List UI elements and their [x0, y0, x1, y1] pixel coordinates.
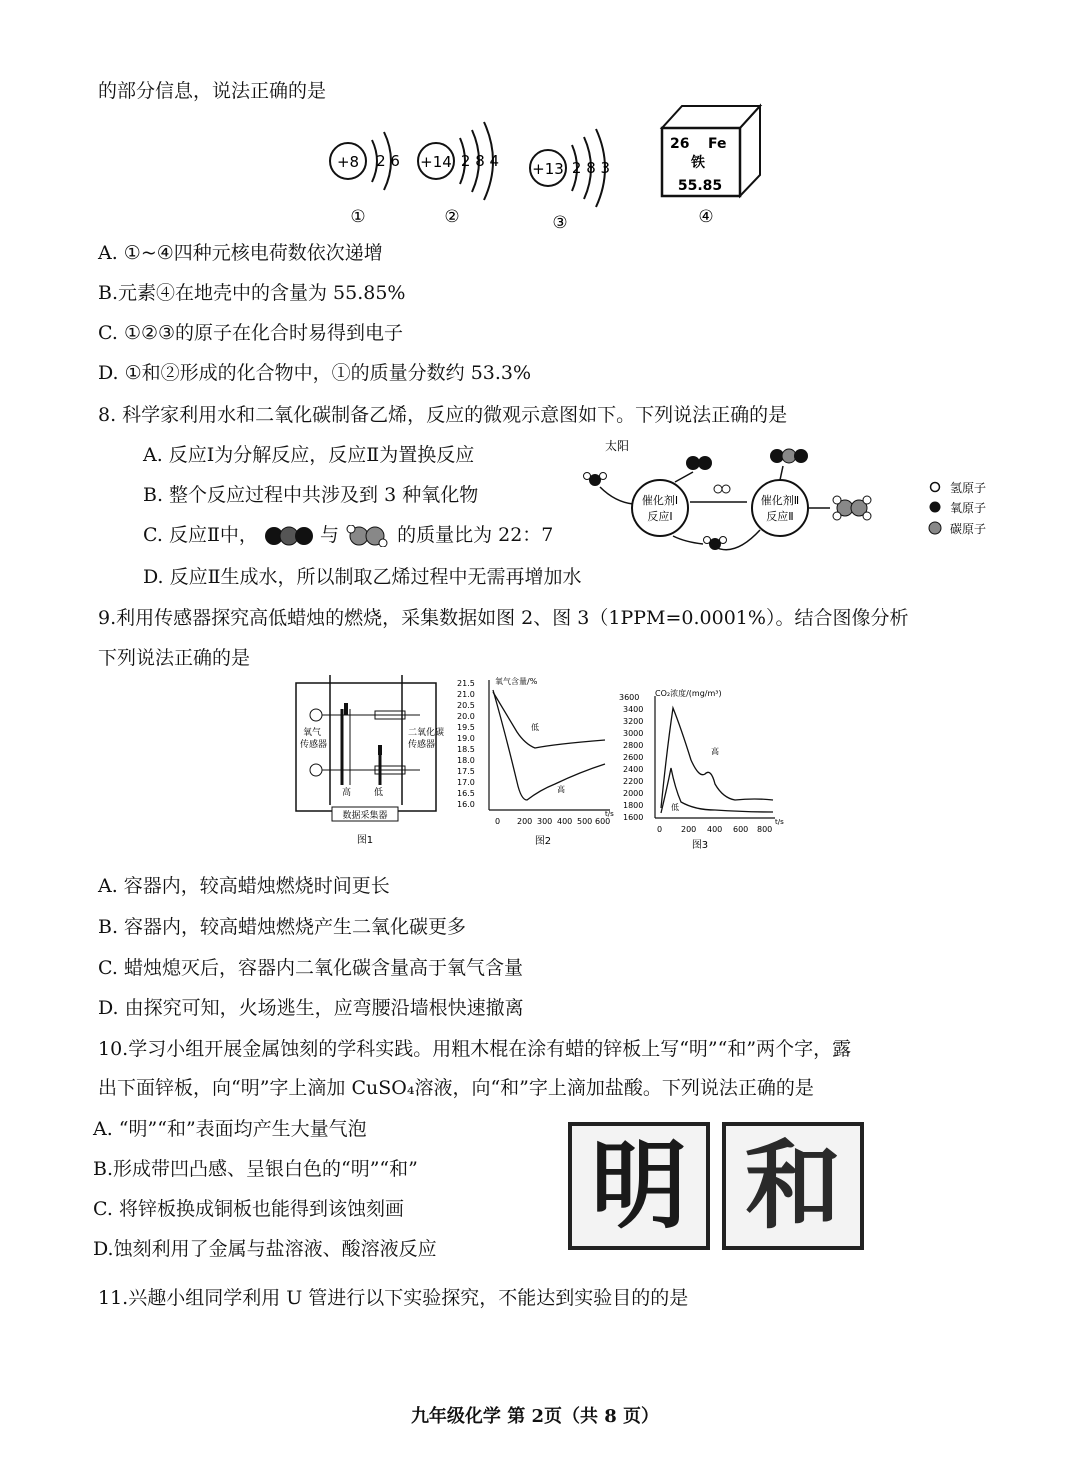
- q7-option-a: A. ①~④四种元核电荷数依次递增: [98, 242, 383, 264]
- q7-option-c: C. ①②③的原子在化合时易得到电子: [98, 322, 404, 344]
- fig3-xticks: [657, 818, 784, 834]
- fig2-label-low: 低: [531, 723, 539, 732]
- fig2-xtick: 400: [557, 817, 573, 826]
- fig2-ytick: 16.5: [457, 789, 475, 798]
- fig1-left-sensor-2: 传感器: [300, 740, 328, 750]
- fig3-ytick: 3400: [623, 705, 644, 714]
- q9-option-b: B. 容器内，较高蜡烛燃烧产生二氧化碳更多: [98, 916, 467, 938]
- fig2-xunit: t/s: [605, 810, 614, 818]
- fig1-mark-low: 低: [374, 788, 384, 798]
- catalyst-2-circle: [752, 480, 808, 536]
- sun-label: 太阳: [605, 439, 630, 453]
- etched-he-char: 和: [745, 1129, 841, 1242]
- atom-2-label: ②: [444, 207, 460, 227]
- q8-stem: 8. 科学家利用水和二氧化碳制备乙烯，反应的微观示意图如下。下列说法正确的是: [98, 404, 788, 426]
- catalyst-2-label: 催化剂Ⅱ: [760, 494, 800, 507]
- page-footer: 九年级化学 第 2页（共 8 页）: [410, 1406, 660, 1427]
- fig1-mark-high: 高: [342, 788, 352, 798]
- q10-stem-2: 出下面锌板，向“明”字上滴加 CuSO₄溶液，向“和”字上滴加盐酸。下列说法正确的是: [98, 1077, 814, 1099]
- fig3-ytick: 3000: [623, 729, 644, 738]
- legend-carbon: 碳原子: [950, 522, 987, 536]
- element-symbol: Fe: [708, 136, 727, 152]
- q9-option-d: D. 由探究可知，火场逃生，应弯腰沿墙根快速撤离: [98, 997, 524, 1019]
- legend-oxygen: 氧原子: [950, 501, 987, 515]
- atom-2-nucleus: +14: [420, 153, 452, 171]
- fig2-ytick: 20.5: [457, 701, 475, 710]
- fig3-xtick: 800: [757, 825, 773, 834]
- atom-1-label: ①: [350, 207, 366, 227]
- fig3-ytick: 2600: [623, 753, 644, 762]
- atom-3-nucleus: +13: [532, 160, 564, 178]
- fig3-label-low: 低: [671, 803, 679, 812]
- fig3-ytick: 2400: [623, 765, 644, 774]
- fig2-xtick: 300: [537, 817, 553, 826]
- fig1-right-sensor-2: 传感器: [408, 740, 436, 750]
- atom-3: [530, 129, 610, 233]
- q7-intro: 的部分信息，说法正确的是: [98, 80, 327, 102]
- fig2-ytick: 19.5: [457, 723, 475, 732]
- legend-hydrogen-icon: [931, 483, 940, 492]
- q9-option-c: C. 蜡烛熄灭后，容器内二氧化碳含量高于氧气含量: [98, 957, 523, 979]
- fig2-ytick: 16.0: [457, 800, 475, 809]
- fig3-caption: 图3: [691, 840, 709, 851]
- legend-carbon-icon: [929, 522, 941, 534]
- etched-he-image: [722, 1122, 864, 1250]
- fig2-ytick: 17.0: [457, 778, 475, 787]
- atom-1-nucleus: +8: [336, 153, 360, 171]
- q8-reaction-diagram: [575, 432, 1015, 562]
- element-mass: 55.85: [677, 178, 723, 194]
- fig3-xtick: 0: [657, 825, 663, 834]
- q9-fig2: [455, 672, 615, 847]
- fig2-ytick: 18.0: [457, 756, 475, 765]
- catalyst-1-circle: [632, 480, 688, 536]
- fig3-xunit: t/s: [775, 818, 784, 826]
- fig3-ylabel: CO₂浓度/(mg/m³): [655, 689, 722, 698]
- fig1-collector: 数据采集器: [342, 811, 388, 821]
- atom-3-shells: 2 8 3: [571, 159, 611, 177]
- fig3-ytick: 1800: [623, 801, 644, 810]
- fig2-xticks: [495, 810, 614, 826]
- q9-fig3: [615, 688, 790, 863]
- q10-option-a: A. “明”“和”表面均产生大量气泡: [93, 1118, 367, 1140]
- q8-option-c-mid: 与: [319, 524, 339, 546]
- fig3-ytick: 2000: [623, 789, 644, 798]
- fig3-xtick: 600: [733, 825, 749, 834]
- fig3-ytick: 2200: [623, 777, 644, 786]
- fig2-yticks: [457, 679, 475, 809]
- fig2-xtick: 0: [495, 817, 501, 826]
- legend-hydrogen: 氢原子: [950, 481, 987, 495]
- fig2-line-low: [493, 692, 605, 748]
- atom-1: [330, 132, 400, 227]
- fig2-xtick: 200: [517, 817, 533, 826]
- atom-2-shells: 2 8 4: [460, 152, 500, 170]
- fig2-ytick: 21.0: [457, 690, 475, 699]
- etched-ming-image: [568, 1122, 710, 1250]
- fig3-yticks: [619, 693, 643, 822]
- fig2-xtick: 500: [577, 817, 593, 826]
- atom-3-label: ③: [552, 213, 568, 233]
- reaction-1-label: 反应Ⅰ: [647, 510, 673, 523]
- fig3-xtick: 200: [681, 825, 697, 834]
- atom-2: [418, 122, 499, 227]
- fig3-ytick: 1600: [623, 813, 644, 822]
- reaction-2-label: 反应Ⅱ: [766, 510, 794, 523]
- q10-stem-1: 10.学习小组开展金属蚀刻的学科实践。用粗木棍在涂有蜡的锌板上写“明”“和”两个字，露: [98, 1038, 852, 1060]
- fig2-ytick: 20.0: [457, 712, 475, 721]
- q7-option-b: B.元素④在地壳中的含量为 55.85%: [98, 282, 406, 304]
- fig2-ytick: 18.5: [457, 745, 475, 754]
- q9-option-a: A. 容器内，较高蜡烛燃烧时间更长: [98, 875, 390, 897]
- legend-oxygen-icon: [930, 502, 941, 513]
- fig1-caption: 图1: [356, 835, 374, 846]
- fig2-ytick: 21.5: [457, 679, 475, 688]
- catalyst-1-label: 催化剂Ⅰ: [641, 494, 679, 507]
- fig1-left-sensor-1: 氧气: [303, 728, 322, 738]
- fig2-label-high: 高: [557, 785, 565, 794]
- fig3-label-high: 高: [711, 747, 719, 756]
- element-card-iron: [662, 106, 760, 227]
- q9-fig1: [290, 675, 450, 850]
- fig2-ytick: 19.0: [457, 734, 475, 743]
- q8-option-b: B. 整个反应过程中共涉及到 3 种氧化物: [143, 484, 479, 506]
- q8-option-c-end: 的质量比为 22：7: [397, 524, 554, 546]
- ethylene-molecule-icon: [345, 525, 391, 547]
- element-card-label: ④: [698, 207, 714, 227]
- q8-option-d: D. 反应Ⅱ生成水，所以制取乙烯过程中无需再增加水: [143, 566, 582, 588]
- element-number: 26: [670, 136, 690, 152]
- atom-1-shells: 2 6: [376, 152, 400, 170]
- q11-stem: 11.兴趣小组同学利用 U 管进行以下实验探究，不能达到实验目的的是: [98, 1287, 689, 1309]
- etched-ming-char: 明: [591, 1129, 687, 1242]
- fig1-right-sensor-1: 二氧化碳: [408, 728, 445, 738]
- fig3-xtick: 400: [707, 825, 723, 834]
- fig2-xtick: 600: [595, 817, 611, 826]
- q9-stem-2: 下列说法正确的是: [98, 647, 251, 669]
- q8-option-c-start: C. 反应Ⅱ中，: [143, 524, 258, 546]
- element-name: 铁: [691, 155, 705, 171]
- q10-option-d: D.蚀刻利用了金属与盐溶液、酸溶液反应: [93, 1238, 437, 1260]
- q7-option-d: D. ①和②形成的化合物中，①的质量分数约 53.3%: [98, 362, 532, 384]
- fig3-ytick: 3200: [623, 717, 644, 726]
- fig2-ytick: 17.5: [457, 767, 475, 776]
- q8-option-c: [143, 520, 553, 547]
- q10-option-b: B.形成带凹凸感、呈银白色的“明”“和”: [93, 1158, 418, 1180]
- fig3-ytick: 2800: [623, 741, 644, 750]
- fig2-caption: 图2: [534, 836, 552, 847]
- co2-molecule-icon: [264, 525, 314, 547]
- q8-option-a: A. 反应Ⅰ为分解反应，反应Ⅱ为置换反应: [143, 444, 475, 466]
- q10-option-c: C. 将锌板换成铜板也能得到该蚀刻画: [93, 1198, 404, 1220]
- fig3-ytick: 3600: [619, 693, 640, 702]
- fig2-line-high: [493, 690, 605, 800]
- q9-stem: 9.利用传感器探究高低蜡烛的燃烧，采集数据如图 2、图 3（1PPM=0.0001%）。结合图像分析: [98, 607, 909, 629]
- fig2-ylabel: 氧气含量/%: [495, 677, 538, 686]
